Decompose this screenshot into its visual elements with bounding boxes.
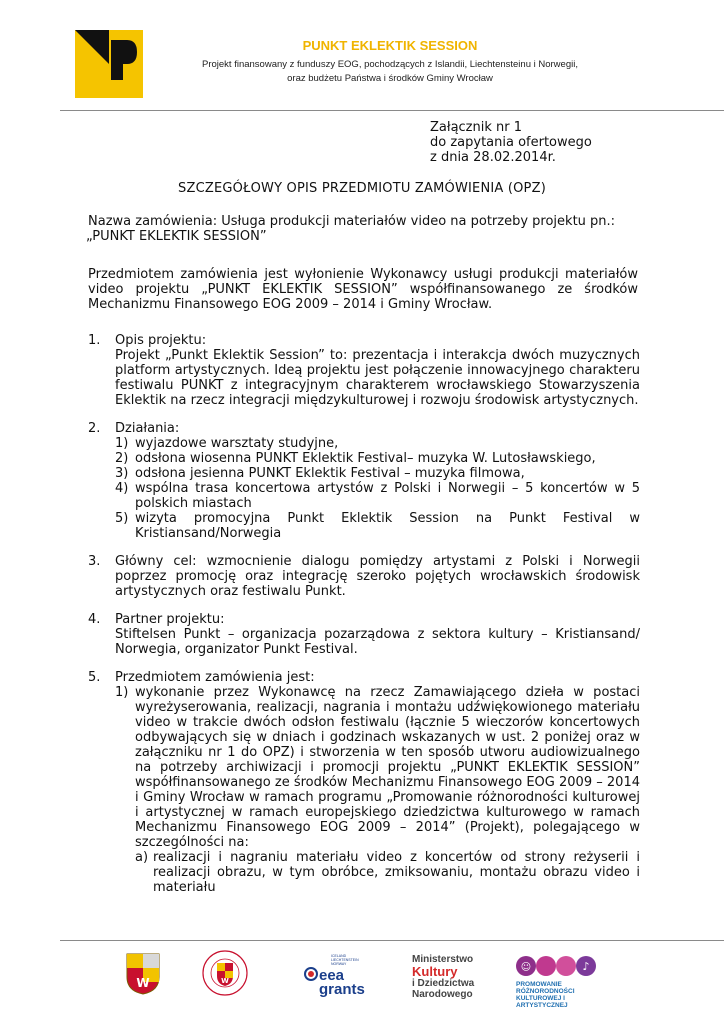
eea-grants-logo: ICELAND LIECHTENSTEIN NORWAY eea grants <box>303 954 363 998</box>
annex-line: z dnia 28.02.2014r. <box>430 150 556 165</box>
list-subitem: 3) odsłona jesienna PUNKT Eklektik Festival – muzyka filmowa, <box>115 466 525 481</box>
header-divider <box>60 110 724 111</box>
list-item: 2. Działania: 1) wyjazdowe warsztaty studyjne, 2) odsłona wiosenna PUNKT Eklektik Festival– muzyka W. Lutosławskiego, 3) odsłona jesienna PUNKT Eklektik Festival – muzyka filmowa, 4) wspólna trasa koncertowa artystów z Polski i Norwegii – 5 koncertów w 5 polskich miastach 5) wizyta promocyjna Punkt Eklektik Session na Punkt Festival w Kristiansand/Norwegia <box>88 421 640 541</box>
ministry-logo: Ministerstwo Kultury i Dziedzictwa Narodowego <box>412 954 475 1000</box>
program-logo: ♪ ☺ PROMOWANIE RÓŻNORODNOŚCI KULTUROWEJ I ARTYSTYCZNEJ <box>516 954 602 1000</box>
list-item: 1. Opis projektu: Projekt „Punkt Eklektik Session” to: prezentacja i interakcja dwóch muzycznych platform artystycznych. Ideą projektu jest połączenie innowacyjnego charakteru festiwalu PUNKT z integracyjnym charakterem wrocławskiego Stowarzyszenia Eklektik na rzecz integracji międzykulturowej i rozwoju środowisk artystycznych. <box>88 333 640 408</box>
annex-info <box>430 120 592 165</box>
svg-text:W: W <box>221 977 229 985</box>
footer-logos <box>0 948 724 1008</box>
seal-icon <box>202 950 248 1000</box>
svg-text:W: W <box>136 976 150 990</box>
list-subitem: 5) wizyta promocyjna Punkt Eklektik Session na Punkt Festival w Kristiansand/Norwegia <box>115 511 640 541</box>
list-subitem: 1) wykonanie przez Wykonawcę na rzecz Zamawiającego dzieła w postaci wyreżyserowania, realizacji, nagrania i montażu udźwiękowionego materiału video w trakcie dwóch odsłon festiwalu (łącznie 5 wieczorów koncertowych odbywających się w dniach i godzinach wskazanych w ust. 2 poniżej oraz w załączniku nr 1 do OPZ) i stworzenia w ten sposób utworu audiowizualnego na potrzeby archiwizacji i promocji projektu „PUNKT EKLEKTIK SESSION” współfinansowanego ze środków Mechanizmu Finansowego EOG 2009 – 2014 i Gminy Wrocław w ramach programu „Promowanie różnorodności kulturowej i artystycznej w ramach europejskiego dziedzictwa kulturowego w ramach Mechanizmu Finansowego EOG 2009 – 2014” (Projekt), polegającego w szczególności na: a) realizacji i nagraniu materiału video z koncertów od strony reżyserii i realizacji obrazu, w tym obróbce, zmiksowaniu, montażu obrazu video i materiału <box>115 685 640 895</box>
page-title: SZCZEGÓŁOWY OPIS PRZEDMIOTU ZAMÓWIENIA (OPZ) <box>178 181 546 196</box>
svg-text:♪: ♪ <box>582 960 590 973</box>
list-subitem: 1) wyjazdowe warsztaty studyjne, <box>115 436 339 451</box>
footer-divider <box>60 940 724 941</box>
list-item: 3. Główny cel: wzmocnienie dialogu pomiędzy artystami z Polski i Norwegii poprzez promocję oraz integrację szeroko pojętych wrocławskich środowisk artystycznych oraz festiwalu Punkt. <box>88 554 640 599</box>
list-item: 4. Partner projektu: Stiftelsen Punkt – organizacja pozarządowa z sektora kultury – Kristiansand/ Norwegia, organizator Punkt Festival. <box>88 612 640 657</box>
header-title: PUNKT EKLEKTIK SESSION <box>302 38 478 53</box>
list-subitem: 4) wspólna trasa koncertowa artystów z Polski i Norwegii – 5 koncertów w 5 polskich miastach <box>115 481 640 511</box>
sections-list <box>88 333 640 895</box>
punkt-logo <box>75 30 143 98</box>
list-subsubitem: a) realizacji i nagraniu materiału video z koncertów od strony reżyserii i realizacji obrazu, w tym obróbce, zmiksowaniu, montażu obrazu video i materiału <box>135 850 640 895</box>
list-item: 5. Przedmiotem zamówienia jest: 1) wykonanie przez Wykonawcę na rzecz Zamawiającego dzieła w postaci wyreżyserowania, realizacji, nagrania i montażu udźwiękowionego materiału video w trakcie dwóch odsłon festiwalu (łącznie 5 wieczorów koncertowych odbywających się w dniach i godzinach wskazanych w ust. 2 poniżej oraz w załączniku nr 1 do OPZ) i stworzenia w ten sposób utworu audiowizualnego na potrzeby archiwizacji i promocji projektu „PUNKT EKLEKTIK SESSION” współfinansowanego ze środków Mechanizmu Finansowego EOG 2009 – 2014 i Gminy Wrocław w ramach programu „Promowanie różnorodności kulturowej i artystycznej w ramach europejskiego dziedzictwa kulturowego w ramach Mechanizmu Finansowego EOG 2009 – 2014” (Projekt), polegającego w szczególności na: a) realizacji i nagraniu materiału video z koncertów od strony reżyserii i realizacji obrazu, w tym obróbce, zmiksowaniu, montażu obrazu video i materiału <box>88 670 640 895</box>
list-subitem: 2) odsłona wiosenna PUNKT Eklektik Festival– muzyka W. Lutosławskiego, <box>115 451 596 466</box>
svg-text:☺: ☺ <box>520 962 532 973</box>
intro-paragraph: Przedmiotem zamówienia jest wyłonienie Wykonawcy usługi produkcji materiałów video projektu „PUNKT EKLEKTIK SESSION” współfinansowanego ze środków Mechanizmu Finansowego EOG 2009 – 2014 i Gminy Wrocław. <box>88 267 638 312</box>
annex-line: do zapytania ofertowego <box>430 135 592 150</box>
wroclaw-crest-icon <box>126 953 160 999</box>
order-name: Nazwa zamówienia: Usługa produkcji materiałów video na potrzeby projektu pn.: „PUNKT EKLEKTIK SESSION” <box>86 214 616 244</box>
annex-line: Załącznik nr 1 <box>430 120 523 135</box>
header-subtitle: Projekt finansowany z funduszy EOG, pochodzących z Islandii, Liechtensteinu i Norwegii, oraz budżetu Państwa i środków Gminy Wrocław <box>202 59 578 84</box>
